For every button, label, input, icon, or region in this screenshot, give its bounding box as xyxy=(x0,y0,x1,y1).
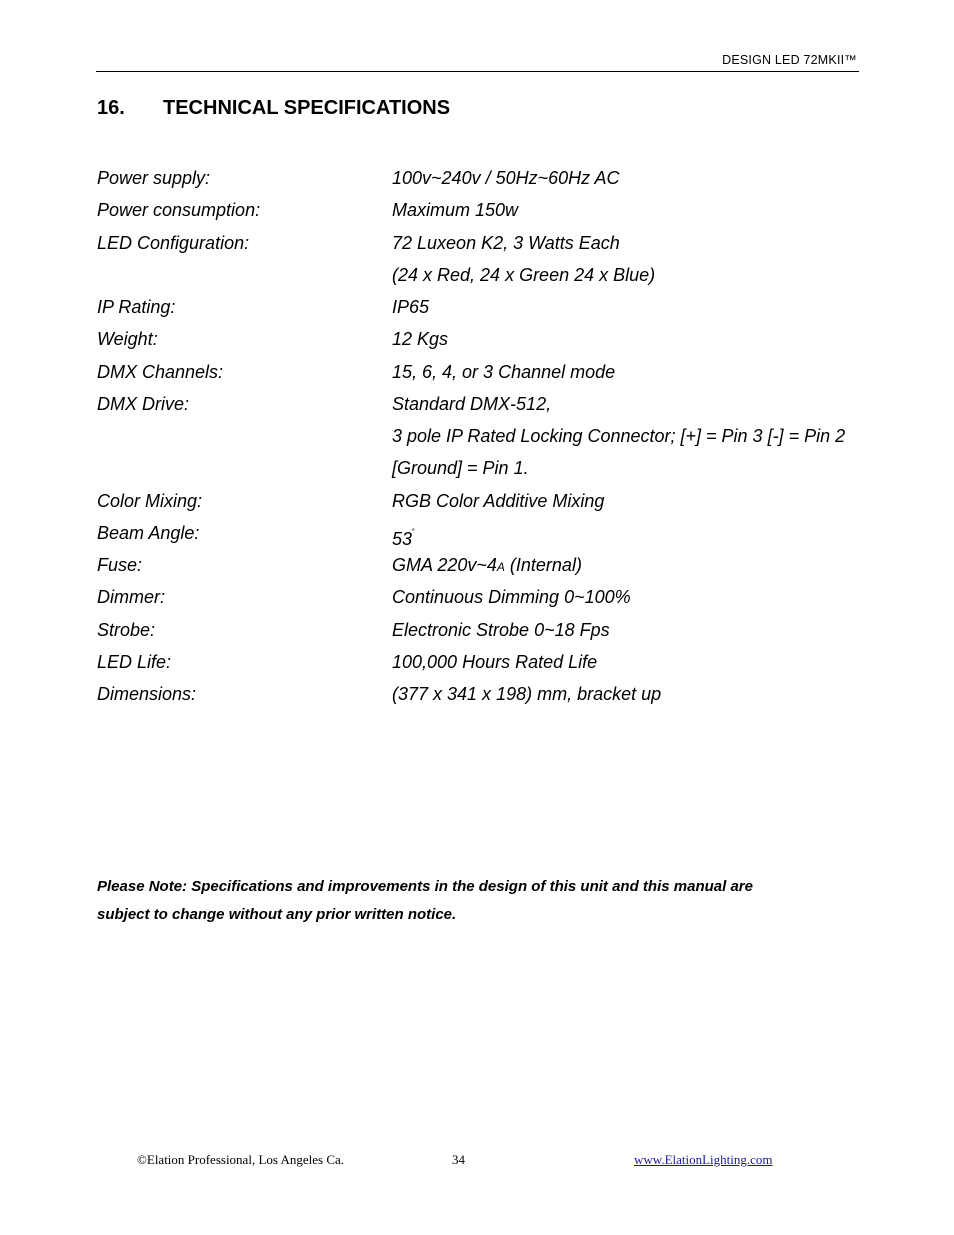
spec-label: Power supply: xyxy=(97,168,211,188)
spec-label: Power consumption: xyxy=(97,200,261,221)
note-line-1: Please Note: Specifications and improvements in the design of this unit and this manual are xyxy=(97,878,753,895)
spec-value: Electronic Strobe 0~18 Fps xyxy=(392,619,610,640)
footer-website-link[interactable]: www.ElationLighting.com xyxy=(634,1152,773,1167)
fuse-unit: A xyxy=(496,560,505,574)
spec-label: LED Life: xyxy=(97,651,172,672)
spec-row xyxy=(97,549,867,581)
spec-row xyxy=(97,323,867,355)
spec-label: LED Configuration: xyxy=(97,232,250,253)
spec-value: (24 x Red, 24 x Green 24 x Blue) xyxy=(392,264,656,285)
spec-row xyxy=(97,388,867,420)
disclaimer-note xyxy=(97,873,867,929)
spec-value: IP65 xyxy=(392,297,430,317)
spec-row xyxy=(97,162,867,194)
section-number: 16. xyxy=(97,97,125,119)
spec-value: RGB Color Additive Mixing xyxy=(392,490,605,511)
spec-label: Color Mixing: xyxy=(97,490,203,511)
footer-page-number: 34 xyxy=(452,1152,465,1167)
note-line-2: subject to change without any prior written notice. xyxy=(97,906,457,923)
spec-row xyxy=(97,227,867,259)
spec-value: 15, 6, 4, or 3 Channel mode xyxy=(392,361,616,382)
spec-label: Fuse: xyxy=(97,555,143,575)
spec-row xyxy=(97,291,867,323)
spec-row xyxy=(97,420,867,452)
spec-value: 72 Luxeon K2, 3 Watts Each xyxy=(392,232,620,253)
spec-label: Strobe: xyxy=(97,619,156,640)
spec-row xyxy=(97,581,867,613)
spec-label: Beam Angle: xyxy=(97,522,200,543)
spec-label: Dimmer: xyxy=(97,587,165,608)
spec-value: Standard DMX-512, xyxy=(392,393,552,414)
spec-value: [Ground] = Pin 1. xyxy=(392,458,529,479)
spec-value: 100v~240v / 50Hz~60Hz AC xyxy=(392,168,620,188)
spec-value: 3 pole IP Rated Locking Connector; [+] = Pin 3 [-] = Pin 2 xyxy=(392,426,846,446)
spec-label: DMX Drive: xyxy=(97,393,190,414)
spec-label: DMX Channels: xyxy=(97,361,224,382)
spec-label: IP Rating: xyxy=(97,297,176,317)
spec-value: Continuous Dimming 0~100% xyxy=(392,587,631,608)
section-heading xyxy=(97,97,450,120)
spec-value: 12 Kgs xyxy=(392,329,449,350)
spec-value: (377 x 341 x 198) mm, bracket up xyxy=(392,684,662,704)
spec-row xyxy=(97,194,867,226)
header-rule xyxy=(96,71,859,72)
degree-sign: ˚ xyxy=(412,527,416,538)
beam-angle-number: 53 xyxy=(392,528,413,549)
spec-table xyxy=(97,162,867,710)
spec-row xyxy=(97,452,867,484)
spec-value-fuse xyxy=(392,549,582,583)
spec-row xyxy=(97,614,867,646)
spec-row xyxy=(97,646,867,678)
fuse-note: (Internal) xyxy=(504,555,582,575)
spec-label: Dimensions: xyxy=(97,684,197,704)
footer-copyright: ©Elation Professional, Los Angeles Ca. xyxy=(137,1152,345,1167)
spec-value: Maximum 150w xyxy=(392,200,519,221)
page-footer xyxy=(0,1152,954,1172)
spec-row xyxy=(97,259,867,291)
spec-row xyxy=(97,517,867,549)
fuse-rating: GMA 220v~4 xyxy=(392,555,497,575)
page-header-title: DESIGN LED 72MKII™ xyxy=(722,53,857,67)
section-title: TECHNICAL SPECIFICATIONS xyxy=(163,97,451,119)
spec-label: Weight: xyxy=(97,329,158,350)
spec-value: 100,000 Hours Rated Life xyxy=(392,651,598,672)
spec-row xyxy=(97,485,867,517)
spec-row xyxy=(97,678,867,710)
spec-row xyxy=(97,356,867,388)
